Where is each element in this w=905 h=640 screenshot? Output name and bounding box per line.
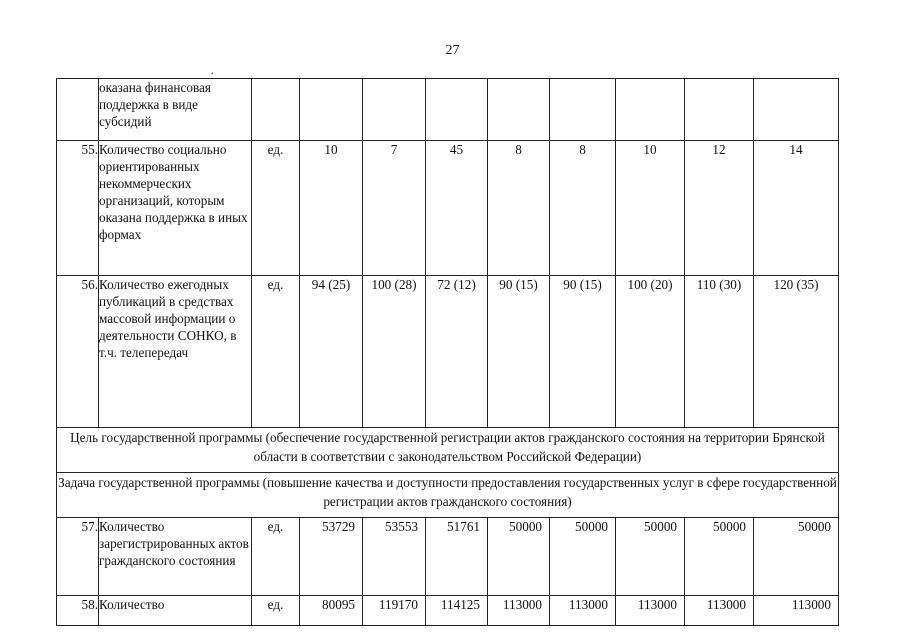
indicators-table — [56, 78, 839, 626]
value-cell: 8 — [550, 141, 616, 276]
value-cell: 113000 — [616, 596, 685, 626]
value-cell — [363, 79, 426, 141]
value-cell: 50000 — [616, 518, 685, 596]
value-cell: 50000 — [685, 518, 754, 596]
value-cell: 14 — [754, 141, 839, 276]
value-cell: 72 (12) — [426, 276, 488, 428]
value-cell: 113000 — [550, 596, 616, 626]
indicator-name: Количество социально ориентированных некоммерческих организаций, которым оказана поддержка в иных формах — [99, 141, 252, 276]
value-cell: 90 (15) — [550, 276, 616, 428]
row-number: 56. — [57, 276, 99, 428]
value-cell — [616, 79, 685, 141]
indicator-name: Количество ежегодных публикаций в средствах массовой информации о деятельности СОНКО, в т.ч. телепередач — [99, 276, 252, 428]
table-row — [57, 141, 839, 276]
value-cell — [300, 79, 363, 141]
value-cell: 53729 — [300, 518, 363, 596]
value-cell: 113000 — [488, 596, 550, 626]
value-cell: 12 — [685, 141, 754, 276]
value-cell: 45 — [426, 141, 488, 276]
value-cell: 50000 — [488, 518, 550, 596]
value-cell: 120 (35) — [754, 276, 839, 428]
indicator-name: оказана финансовая поддержка в виде субсидий — [99, 79, 252, 141]
value-cell: 100 (20) — [616, 276, 685, 428]
indicator-name: Количество — [99, 596, 252, 626]
value-cell: 50000 — [754, 518, 839, 596]
value-cell: 119170 — [363, 596, 426, 626]
value-cell: 113000 — [754, 596, 839, 626]
value-cell — [488, 79, 550, 141]
table-row — [57, 473, 839, 518]
value-cell: 8 — [488, 141, 550, 276]
value-cell — [426, 79, 488, 141]
row-number — [57, 79, 99, 141]
table-row — [57, 79, 839, 141]
program-task-heading: Задача государственной программы (повышение качества и доступности предоставления государственных услуг в сфере государственной регистрации актов гражданского состояния) — [57, 473, 839, 518]
value-cell — [550, 79, 616, 141]
row-number: 57. — [57, 518, 99, 596]
value-cell: 10 — [616, 141, 685, 276]
value-cell: 80095 — [300, 596, 363, 626]
value-cell: 10 — [300, 141, 363, 276]
value-cell: 113000 — [685, 596, 754, 626]
value-cell: 114125 — [426, 596, 488, 626]
table-row — [57, 596, 839, 626]
value-cell: 50000 — [550, 518, 616, 596]
unit-cell: ед. — [252, 596, 300, 626]
table-row — [57, 428, 839, 473]
page-number: 27 — [445, 43, 460, 58]
unit-cell: ед. — [252, 518, 300, 596]
program-goal-heading: Цель государственной программы (обеспечение государственной регистрации актов гражданского состояния на территории Брянской области в соответствии с законодательством Российской Федерации) — [57, 428, 839, 473]
value-cell: 94 (25) — [300, 276, 363, 428]
value-cell: 90 (15) — [488, 276, 550, 428]
row-number: 58. — [57, 596, 99, 626]
value-cell: 100 (28) — [363, 276, 426, 428]
value-cell: 7 — [363, 141, 426, 276]
table-row — [57, 518, 839, 596]
value-cell — [754, 79, 839, 141]
value-cell: 51761 — [426, 518, 488, 596]
row-number: 55. — [57, 141, 99, 276]
value-cell — [685, 79, 754, 141]
unit-cell: ед. — [252, 141, 300, 276]
indicator-name: Количество зарегистрированных актов гражданского состояния — [99, 518, 252, 596]
value-cell: 110 (30) — [685, 276, 754, 428]
unit-cell: ед. — [252, 276, 300, 428]
table-row — [57, 276, 839, 428]
unit-cell — [252, 79, 300, 141]
value-cell: 53553 — [363, 518, 426, 596]
stray-mark: . — [211, 66, 214, 77]
